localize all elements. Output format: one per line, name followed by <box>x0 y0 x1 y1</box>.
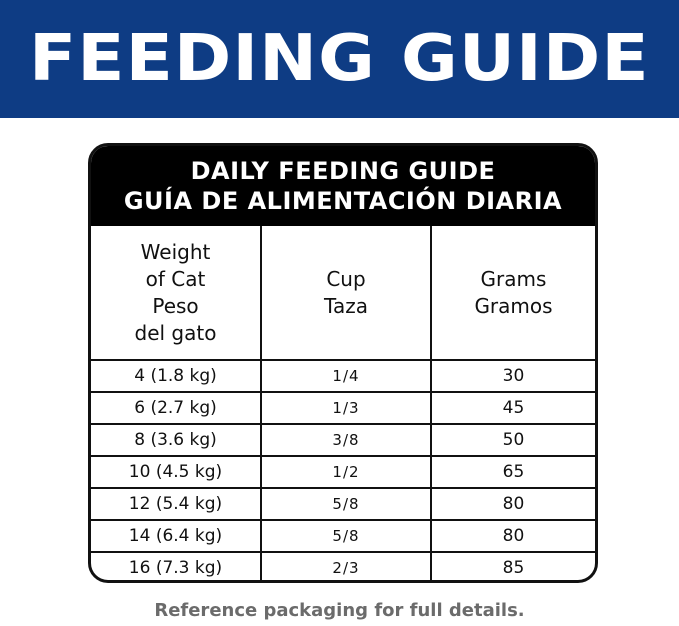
table-title-english: DAILY FEEDING GUIDE <box>190 157 496 185</box>
header-line: Peso <box>152 293 199 318</box>
cell-grams: 80 <box>431 520 595 552</box>
cell-weight: 6 (2.7 kg) <box>91 392 261 424</box>
table-row <box>91 552 595 583</box>
cell-weight: 16 (7.3 kg) <box>91 552 261 583</box>
cell-grams: 30 <box>431 360 595 392</box>
cell-grams: 65 <box>431 456 595 488</box>
table-row <box>91 424 595 456</box>
header-banner <box>0 0 679 118</box>
column-header-weight <box>91 226 261 360</box>
column-header-grams <box>431 226 595 360</box>
cell-weight: 14 (6.4 kg) <box>91 520 261 552</box>
cell-cup: 5/8 <box>261 520 431 552</box>
feeding-table-grid <box>91 226 595 583</box>
table-row <box>91 520 595 552</box>
column-header-cup <box>261 226 431 360</box>
header-line: Grams <box>480 266 547 291</box>
cell-cup: 1/2 <box>261 456 431 488</box>
table-row <box>91 360 595 392</box>
header-line: Taza <box>324 293 368 318</box>
header-line: Weight <box>140 239 211 264</box>
table-row <box>91 456 595 488</box>
cell-weight: 4 (1.8 kg) <box>91 360 261 392</box>
cell-weight: 8 (3.6 kg) <box>91 424 261 456</box>
cell-grams: 50 <box>431 424 595 456</box>
column-header-row <box>91 226 595 360</box>
feeding-table <box>88 143 598 583</box>
header-line: Gramos <box>474 293 553 318</box>
cell-grams: 45 <box>431 392 595 424</box>
page-title: FEEDING GUIDE <box>29 22 650 96</box>
cell-cup: 1/3 <box>261 392 431 424</box>
cell-cup: 3/8 <box>261 424 431 456</box>
cell-cup: 2/3 <box>261 552 431 583</box>
header-line: del gato <box>134 320 217 345</box>
table-title-spanish: GUÍA DE ALIMENTACIÓN DIARIA <box>123 187 563 215</box>
cell-weight: 10 (4.5 kg) <box>91 456 261 488</box>
header-line: of Cat <box>145 266 206 291</box>
cell-cup: 5/8 <box>261 488 431 520</box>
cell-weight: 12 (5.4 kg) <box>91 488 261 520</box>
table-title <box>91 146 595 226</box>
cell-grams: 80 <box>431 488 595 520</box>
footer-note: Reference packaging for full details. <box>154 600 525 621</box>
header-line: Cup <box>326 266 366 291</box>
table-row <box>91 488 595 520</box>
cell-cup: 1/4 <box>261 360 431 392</box>
cell-grams: 85 <box>502 558 525 578</box>
table-row <box>91 392 595 424</box>
